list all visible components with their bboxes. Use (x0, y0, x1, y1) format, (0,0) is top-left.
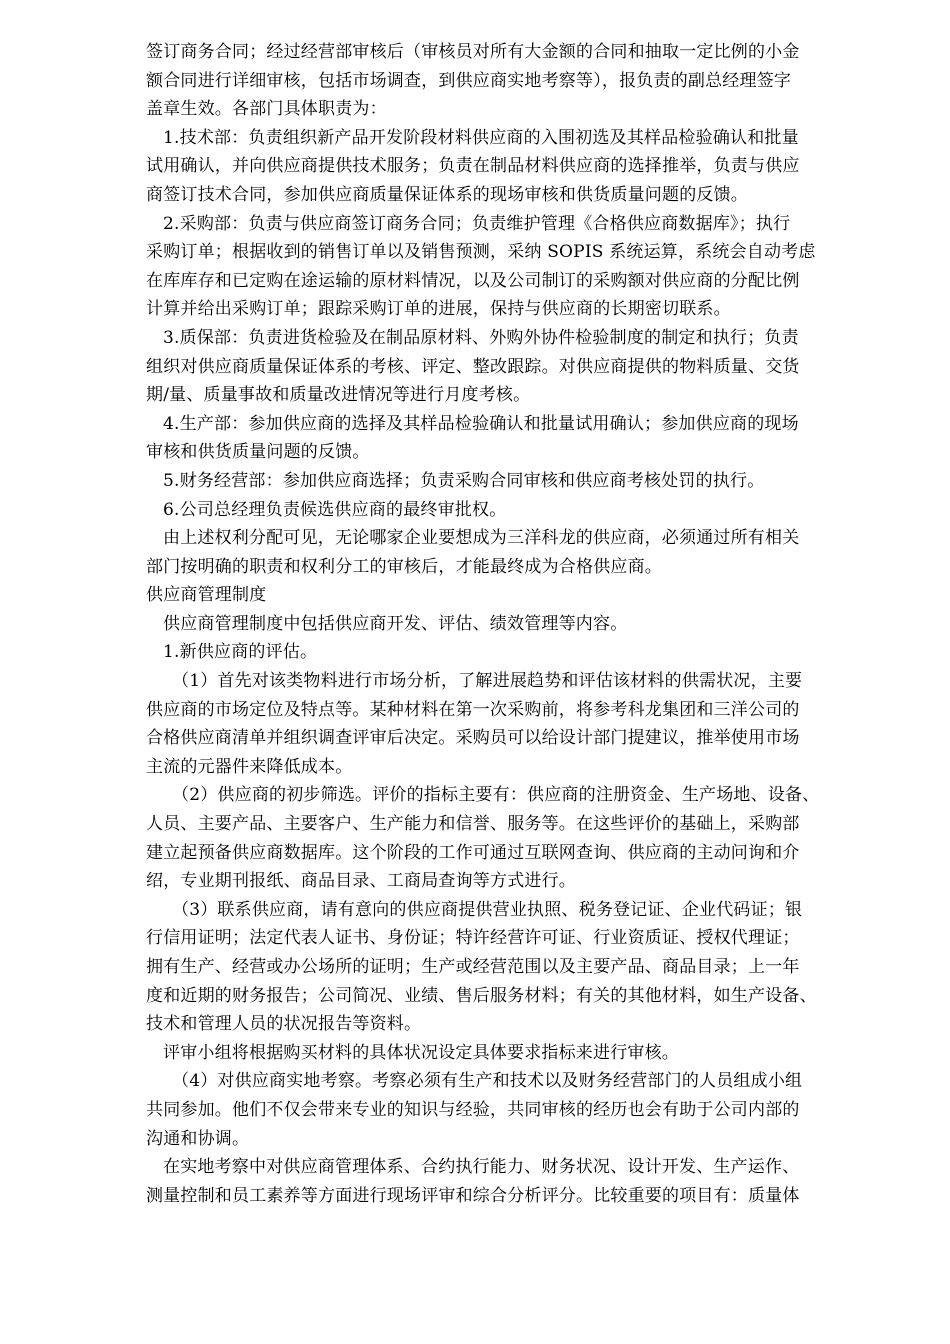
document-body (146, 38, 876, 1210)
text-line: 3.质保部：负责进货检验及在制品原材料、外购外协件检验制度的制定和执行；负责 (163, 327, 799, 348)
text-line: （4）对供应商实地考察。考察必须有生产和技术以及财务经营部门的人员组成小组 (172, 1071, 803, 1092)
text-line: 供应商的市场定位及特点等。某种材料在第一次采购前，将参考科龙集团和三洋公司的 (146, 699, 800, 720)
text-line: 主流的元器件来降低成本。 (146, 756, 353, 777)
text-line: 评审小组将根据购买材料的具体状况设定具体要求指标来进行审核。 (163, 1042, 679, 1063)
text-line: 2.采购部：负责与供应商签订商务合同；负责维护管理《合格供应商数据库》；执行 (163, 213, 791, 234)
text-line: 建立起预备供应商数据库。这个阶段的工作可通过互联网查询、供应商的主动问询和介 (146, 842, 800, 863)
text-line: 盖章生效。各部门具体职责为： (146, 99, 387, 120)
text-line: （3）联系供应商，请有意向的供应商提供营业执照、税务登记证、企业代码证；银 (172, 899, 803, 920)
text-line: 度和近期的财务报告；公司简况、业绩、售后服务材料；有关的其他材料，如生产设备、 (146, 985, 817, 1006)
text-line: 组织对供应商质量保证体系的考核、评定、整改跟踪。对供应商提供的物料质量、交货 (146, 356, 800, 377)
text-line: 合格供应商清单并组织调查评审后决定。采购员可以给设计部门提建议，推举使用市场 (146, 728, 800, 749)
text-line: 在实地考察中对供应商管理体系、合约执行能力、财务状况、设计开发、生产运作、 (163, 1157, 800, 1178)
text-line: 供应商管理制度中包括供应商开发、评估、绩效管理等内容。 (163, 613, 628, 634)
text-line: 共同参加。他们不仅会带来专业的知识与经验，共同审核的经历也会有助于公司内部的 (146, 1099, 800, 1120)
text-line: 商签订技术合同，参加供应商质量保证体系的现场审核和供货质量问题的反馈。 (146, 184, 748, 205)
text-line: 审核和供货质量问题的反馈。 (146, 442, 370, 463)
text-line: （1）首先对该类物料进行市场分析，了解进展趋势和评估该材料的供需状况，主要 (172, 671, 803, 692)
text-line: 供应商管理制度 (146, 585, 267, 606)
text-line: 在库库存和已定购在途运输的原材料情况，以及公司制订的采购额对供应商的分配比例 (146, 270, 800, 291)
text-line: 1.技术部：负责组织新产品开发阶段材料供应商的入围初选及其样品检验确认和批量 (163, 127, 799, 148)
text-line: 人员、主要产品、主要客户、生产能力和信誉、服务等。在这些评价的基础上，采购部 (146, 814, 800, 835)
text-line: 测量控制和员工素养等方面进行现场评审和综合分析评分。比较重要的项目有：质量体 (146, 1185, 800, 1206)
text-line: 4.生产部：参加供应商的选择及其样品检验确认和批量试用确认；参加供应商的现场 (163, 413, 799, 434)
text-line: 沟通和协调。 (146, 1128, 250, 1149)
text-line: 签订商务合同；经过经营部审核后（审核员对所有大金额的合同和抽取一定比例的小金 (146, 42, 800, 62)
text-line: （2）供应商的初步筛选。评价的指标主要有：供应商的注册资金、生产场地、设备、 (172, 785, 820, 806)
text-line: 由上述权利分配可见，无论哪家企业要想成为三洋科龙的供应商，必须通过所有相关 (163, 528, 800, 549)
text-line: 5.财务经营部：参加供应商选择；负责采购合同审核和供应商考核处罚的执行。 (163, 470, 765, 491)
text-line: 技术和管理人员的状况报告等资料。 (146, 1014, 422, 1035)
text-line: 绍，专业期刊报纸、商品目录、工商局查询等方式进行。 (146, 871, 576, 892)
text-line: 部门按明确的职责和权利分工的审核后，才能最终成为合格供应商。 (146, 556, 662, 577)
text-line: 采购订单；根据收到的销售订单以及销售预测，采纳 SOPIS 系统运算，系统会自动考虑 (146, 242, 816, 263)
text-line: 6.公司总经理负责候选供应商的最终审批权。 (163, 499, 507, 520)
text-line: 1.新供应商的评估。 (163, 642, 318, 663)
text-line: 拥有生产、经营或办公场所的证明；生产或经营范围以及主要产品、商品目录；上一年 (146, 957, 800, 977)
text-line: 额合同进行详细审核，包括市场调查，到供应商实地考察等），报负责的副总经理签字 (146, 70, 792, 91)
text-line: 行信用证明；法定代表人证书、身份证；特许经营许可证、行业资质证、授权代理证； (146, 928, 800, 949)
text-line: 计算并给出采购订单；跟踪采购订单的进展，保持与供应商的长期密切联系。 (146, 299, 731, 320)
text-line: 试用确认，并向供应商提供技术服务；负责在制品材料供应商的选择推举，负责与供应 (146, 156, 800, 177)
text-line: 期/量、质量事故和质量改进情况等进行月度考核。 (146, 385, 531, 406)
